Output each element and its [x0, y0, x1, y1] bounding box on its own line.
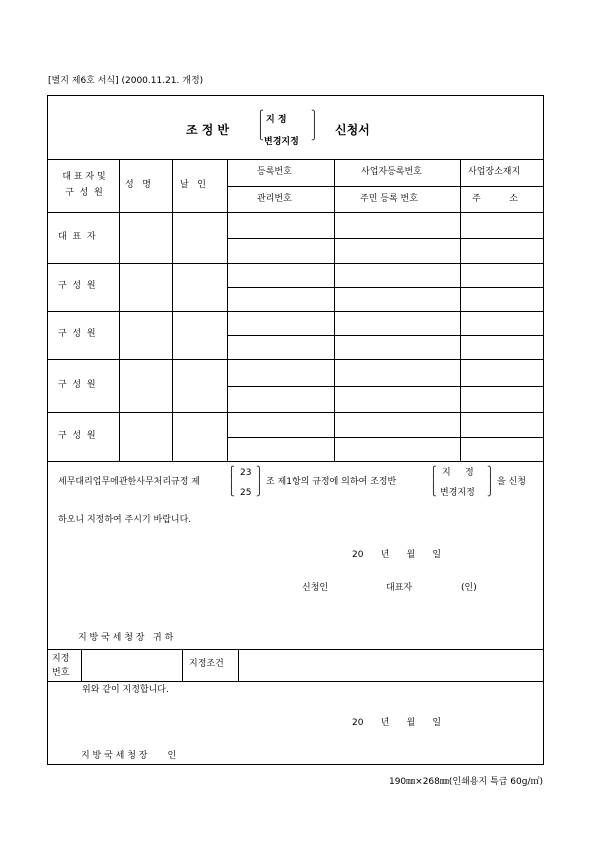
- designation-notice: 위와 같이 지정합니다.: [82, 685, 169, 695]
- statement-option-designate: 지 정: [442, 468, 474, 478]
- reg-no-header: 등록번호: [257, 167, 292, 177]
- biz-location-header: 사업장소재지: [468, 167, 521, 177]
- paper-spec: 190㎜×268㎜(인쇄용지 특급 60g/㎡): [388, 777, 543, 787]
- representative-label: 대표자: [386, 583, 413, 593]
- designation-number-label: 지정 번호: [52, 654, 70, 678]
- statement-part3: 을 신청: [497, 477, 526, 487]
- title-option-change: 변경지정: [264, 137, 299, 147]
- article-option-b: 25: [240, 488, 252, 498]
- applicant-label: 신청인: [302, 583, 329, 593]
- title-bracket-right: ⎫ ⎪ ⎭: [311, 111, 318, 141]
- title-suffix: 신청서: [335, 123, 370, 137]
- seal-header: 날 인: [180, 180, 206, 190]
- statement-option-change: 변경지정: [440, 488, 475, 498]
- form-frame: [47, 95, 544, 765]
- designation-date: 20 년 월 일: [352, 718, 442, 728]
- address-header: 주 소: [472, 194, 518, 204]
- rep-member-label: 대 표 자 및 구 성 원: [62, 172, 106, 198]
- row-label: 구 성 원: [58, 431, 96, 441]
- article-option-a: 23: [240, 468, 252, 478]
- title-option-designate: 지 정: [266, 115, 287, 125]
- seal-mark: (인): [461, 583, 477, 593]
- row-label: 구 성 원: [58, 281, 96, 291]
- form-number-note: [별지 제6호 서식] (2000.11.21. 개정): [48, 76, 204, 86]
- designation-issuer: 지 방 국 세 청 장 인: [81, 751, 177, 761]
- mgmt-no-header: 관리번호: [257, 194, 292, 204]
- row-label: 구 성 원: [58, 380, 96, 390]
- title-prefix: 조 정 반: [186, 123, 230, 137]
- application-date: 20 년 월 일: [352, 550, 442, 560]
- row-label: 구 성 원: [58, 329, 96, 339]
- recipient: 지 방 국 세 청 장 귀 하: [78, 633, 174, 643]
- statement-part1: 세무대리업무에관한사무처리규정 제: [58, 477, 200, 487]
- biz-reg-no-header: 사업자등록번호: [361, 167, 422, 177]
- row-label: 대 표 자: [58, 232, 96, 242]
- designation-condition-label: 지정조건: [189, 659, 224, 669]
- name-header: 성 명: [125, 180, 151, 190]
- title-bracket-left: ⎧ ⎪ ⎩: [257, 111, 264, 141]
- statement-line2: 하오니 지정하여 주시기 바랍니다.: [58, 515, 192, 525]
- resident-no-header: 주민 등록 번호: [360, 194, 418, 204]
- statement-part2: 조 제1항의 규정에 의하여 조정반: [266, 477, 397, 487]
